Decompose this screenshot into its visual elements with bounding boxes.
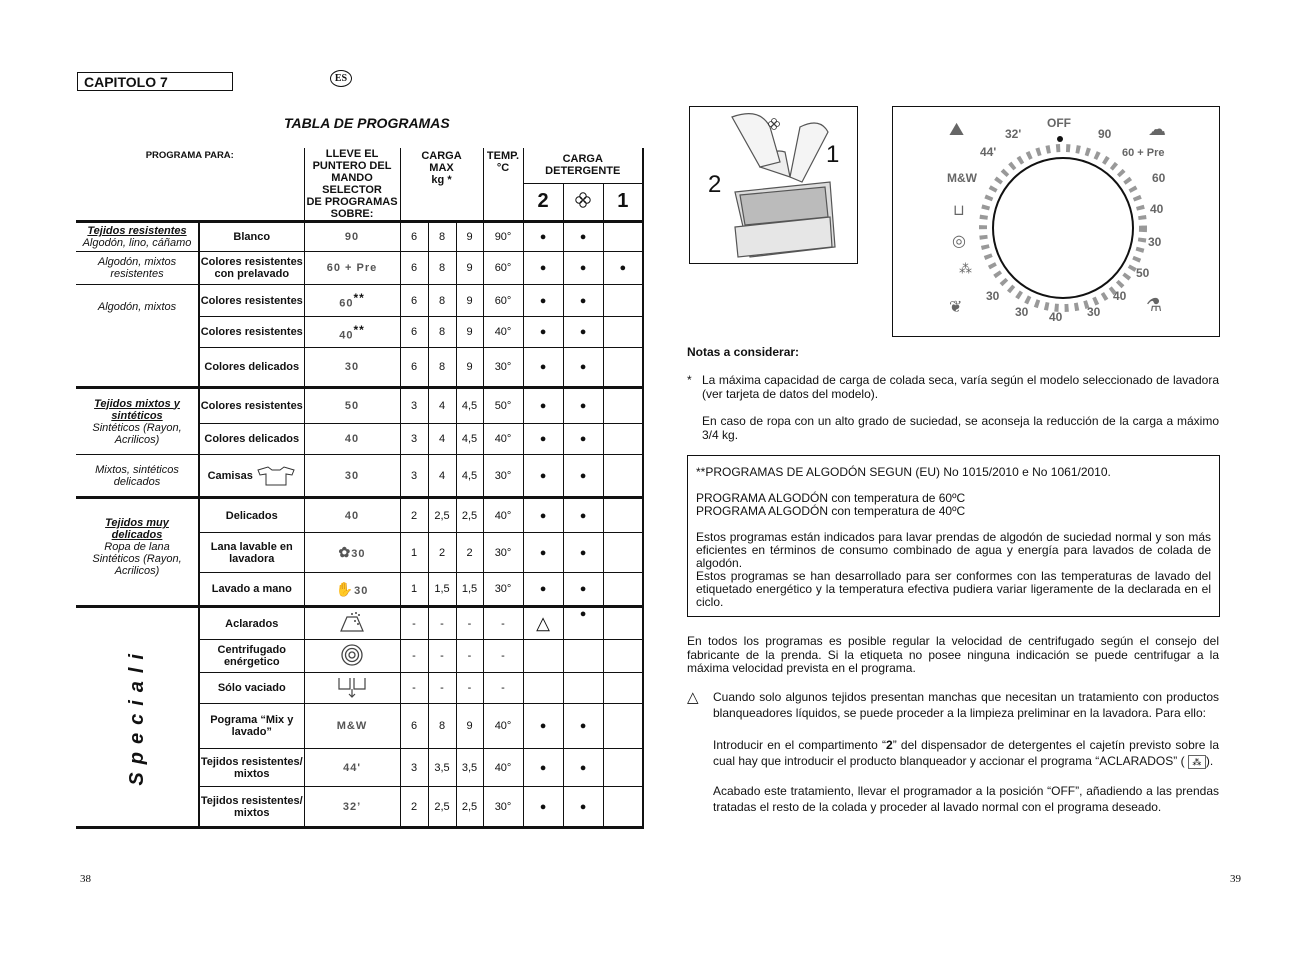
box-line-5: Estos programas se han desarrollado para ser conformes con las temperaturas de lavado del etiquetado energético y la temperatura efectiva pudiera variar ligeramente de la declarada en el ciclo. [696, 569, 1211, 609]
load-min: - [400, 673, 428, 704]
category-resistentes: Tejidos resistentes Algodón, lino, cáñamo [76, 222, 199, 252]
temperature: 40° [483, 498, 523, 533]
load-min: 1 [400, 533, 428, 573]
load-max: 9 [456, 704, 483, 749]
load-max: 2,5 [456, 498, 483, 533]
notes-heading: Notas a considerar: [687, 345, 800, 359]
load-mid: 8 [428, 285, 456, 317]
det-1 [603, 455, 643, 498]
det-flower: ● [563, 787, 603, 828]
det-flower: ● [563, 317, 603, 348]
dial-60[interactable]: 60 [1152, 171, 1166, 185]
leaf-icon: ❦ [949, 299, 963, 316]
temperature: 30° [483, 573, 523, 607]
spin-icon [304, 640, 400, 673]
selector-symbol: 90 [304, 222, 400, 252]
note-1: La máxima capacidad de carga de colada seca, varía según el modelo seleccionado de lavadora (ver tarjeta de datos del modelo). [702, 373, 1219, 401]
temperature: 90° [483, 222, 523, 252]
det-1 [603, 673, 643, 704]
category-muy-delicados: Tejidos muy delicados Ropa de lana Sintéticos (Rayon, Acrilicos) [76, 498, 199, 607]
program-name: Pograma “Mix y lavado” [199, 704, 304, 749]
load-mid: - [428, 640, 456, 673]
hand-wash-icon: ✋ [335, 580, 355, 597]
header-lleve: LLEVE EL PUNTERO DEL MANDO SELECTOR DE PROGRAMAS SOBRE: [304, 148, 400, 222]
det-1 [603, 573, 643, 607]
dial-30d[interactable]: 30 [986, 289, 1000, 303]
program-name: Tejidos resistentes/ mixtos [199, 787, 304, 828]
language-badge: ES [330, 70, 352, 87]
det-flower: ● [563, 573, 603, 607]
temperature: 60° [483, 285, 523, 317]
page-title: TABLA DE PROGRAMAS [284, 115, 450, 131]
det-flower: ● [563, 252, 603, 285]
category-mixtos: Tejidos mixtos y sintéticos Sintéticos (Rayon, Acrilicos) [76, 388, 199, 455]
star-mark: * [687, 373, 692, 387]
rinse-icon: ⁂ [1188, 755, 1206, 769]
header-temp: TEMP. °C [483, 148, 523, 222]
det-2: ● [523, 348, 563, 388]
dial-40c[interactable]: 40 [1049, 310, 1063, 324]
drawer-label-1: 1 [826, 141, 840, 168]
spin-icon: ◎ [952, 233, 966, 250]
det-2: ● [523, 455, 563, 498]
load-mid: 1,5 [428, 573, 456, 607]
load-min: 6 [400, 317, 428, 348]
drain-icon [304, 673, 400, 704]
program-name: Colores resistentes [199, 388, 304, 424]
temperature: 30° [483, 455, 523, 498]
dial-90[interactable]: 90 [1098, 127, 1112, 141]
program-name: Lana lavable en lavadora [199, 533, 304, 573]
load-min: 1 [400, 573, 428, 607]
flask-icon: ⚗ [1146, 295, 1163, 315]
warning-triangle-icon: △ [687, 689, 699, 706]
program-dial [892, 106, 1220, 337]
load-max: 2 [456, 533, 483, 573]
load-mid: 2 [428, 533, 456, 573]
selector-symbol: 60 + Pre [304, 252, 400, 285]
load-min: 6 [400, 285, 428, 317]
load-min: 6 [400, 252, 428, 285]
det-1 [603, 348, 643, 388]
det-flower: ● [563, 348, 603, 388]
load-mid: 2,5 [428, 498, 456, 533]
selector-symbol: 44' [304, 749, 400, 787]
det-flower: ● [563, 222, 603, 252]
det-2: ● [523, 285, 563, 317]
note-2: En caso de ropa con un alto grado de suciedad, se aconseja la reducción de la carga a máximo 3/4 kg. [702, 414, 1219, 442]
load-mid: 4 [428, 455, 456, 498]
det-1 [603, 787, 643, 828]
load-min: 3 [400, 388, 428, 424]
dial-32[interactable]: 32' [1005, 127, 1022, 141]
load-min: 3 [400, 424, 428, 455]
load-max: 9 [456, 317, 483, 348]
selector-symbol: 40 [304, 424, 400, 455]
temperature: 30° [483, 787, 523, 828]
dial-mw[interactable]: M&W [947, 171, 977, 185]
det-1 [603, 704, 643, 749]
program-camisas: Camisas [199, 455, 304, 498]
program-name: Aclarados [199, 607, 304, 640]
box-line-2: PROGRAMA ALGODÓN con temperatura de 60ºC [696, 491, 966, 505]
page-number-left: 38 [80, 873, 91, 885]
load-max: 9 [456, 348, 483, 388]
pretreatment-note: Cuando solo algunos tejidos presentan manchas que necesitan un tratamiento con productos blanqueadores líquidos, se puede proceder a la limpieza preliminar en la lavadora. Para ello: [713, 690, 1219, 720]
det-1 [603, 424, 643, 455]
load-mid: 2,5 [428, 787, 456, 828]
centrifugado-note: En todos los programas es posible regular la velocidad de centrifugado según el consejo del fabricante de la prenda. Si la etiqueta no posee ninguna indicación se puede centrifugar a la máxima velocidad prevista en el programa. [687, 634, 1219, 675]
load-mid: 8 [428, 317, 456, 348]
selector-symbol: ✋30 [304, 573, 400, 607]
load-max: - [456, 607, 483, 640]
load-min: 3 [400, 749, 428, 787]
dial-60-pre[interactable]: 60 + Pre [1122, 147, 1165, 159]
dial-40b[interactable]: 40 [1113, 289, 1127, 303]
temperature: 40° [483, 704, 523, 749]
shirt-flask-icon: ⛰ [949, 119, 965, 139]
load-max: 9 [456, 252, 483, 285]
program-name: Sólo vaciado [199, 673, 304, 704]
det-2: ● [523, 787, 563, 828]
det-2 [523, 673, 563, 704]
program-name: Colores resistentes [199, 317, 304, 348]
det-2: ● [523, 498, 563, 533]
program-name: Centrifugado enérgetico [199, 640, 304, 673]
det-flower: ● [563, 455, 603, 498]
selector-symbol: 30 [304, 348, 400, 388]
header-programa-para: PROGRAMA PARA: [145, 150, 234, 161]
program-table [76, 148, 644, 829]
program-name: Colores delicados [199, 348, 304, 388]
temperature: 40° [483, 317, 523, 348]
load-min: 2 [400, 787, 428, 828]
dial-off[interactable]: OFF [1047, 116, 1071, 130]
load-mid: - [428, 607, 456, 640]
page-number-right: 39 [1230, 873, 1241, 885]
det-flower: ● [563, 607, 603, 640]
program-name: Colores resistentes con prelavado [199, 252, 304, 285]
det-2: ● [523, 533, 563, 573]
det-1 [603, 222, 643, 252]
det-flower: ● [563, 498, 603, 533]
category-algodon-mixtos-res: Algodón, mixtos resistentes [76, 252, 199, 285]
det-flower: ● [563, 749, 603, 787]
load-min: 6 [400, 222, 428, 252]
det-2: ● [523, 704, 563, 749]
load-max: 4,5 [456, 424, 483, 455]
warning-triangle-icon: △ [523, 607, 563, 640]
shirt-icon [256, 466, 296, 486]
temperature: 40° [483, 424, 523, 455]
load-max: 9 [456, 285, 483, 317]
box-line-1: **PROGRAMAS DE ALGODÓN SEGUN (EU) No 1015/2010 e No 1061/2010. [696, 465, 1111, 479]
box-line-3: PROGRAMA ALGODÓN con temperatura de 40ºC [696, 504, 966, 518]
load-max: - [456, 640, 483, 673]
det-1 [603, 498, 643, 533]
temperature: - [483, 640, 523, 673]
load-mid: 8 [428, 348, 456, 388]
load-max: 2,5 [456, 787, 483, 828]
load-min: 3 [400, 455, 428, 498]
det-2: ● [523, 252, 563, 285]
det-flower: ● [563, 424, 603, 455]
flower-icon [563, 183, 603, 222]
category-algodon-mixtos: Algodón, mixtos [76, 285, 199, 388]
det-col-2: 2 [523, 183, 563, 222]
temperature: - [483, 673, 523, 704]
load-max: 3,5 [456, 749, 483, 787]
load-min: 6 [400, 704, 428, 749]
det-1 [603, 285, 643, 317]
temperature: 50° [483, 388, 523, 424]
det-1 [603, 749, 643, 787]
acabado-note: Acabado este tratamiento, llevar el programador a la posición “OFF”, añadiendo a las prendas tratadas el resto de la colada y proceder al lavado normal con el programa deseado. [713, 784, 1219, 814]
det-2: ● [523, 573, 563, 607]
dial-30b[interactable]: 30 [1087, 305, 1101, 319]
det-flower: ● [563, 533, 603, 573]
det-2: ● [523, 222, 563, 252]
pretreatment-steps: Introducir en el compartimento “2” del dispensador de detergentes el cajetín previsto sobre la cual hay que introducir el producto blanqueador y accionar el programa “ACLARADOS” ( ⁂ ). [713, 738, 1219, 768]
load-max: 4,5 [456, 388, 483, 424]
program-name: Blanco [199, 222, 304, 252]
selector-symbol: 40 [304, 498, 400, 533]
load-mid: 3,5 [428, 749, 456, 787]
load-min: - [400, 607, 428, 640]
load-mid: 8 [428, 252, 456, 285]
load-mid: 8 [428, 222, 456, 252]
dial-50[interactable]: 50 [1136, 266, 1150, 280]
det-1: ● [603, 252, 643, 285]
dial-30c[interactable]: 30 [1015, 305, 1029, 319]
header-carga: CARGA MAX kg * [400, 148, 483, 222]
det-2 [523, 640, 563, 673]
det-flower: ● [563, 285, 603, 317]
chapter-label: CAPITOLO 7 [77, 72, 233, 91]
category-speciali: Speciali [76, 607, 199, 828]
det-1 [603, 533, 643, 573]
rinse-icon: ⁂ [959, 261, 972, 276]
selector-symbol: ✿30 [304, 533, 400, 573]
selector-symbol: 50 [304, 388, 400, 424]
temperature: - [483, 607, 523, 640]
wool-icon: ✿ [338, 544, 352, 560]
load-min: - [400, 640, 428, 673]
drain-icon: ⊔ [953, 202, 965, 219]
box-line-4: Estos programas están indicados para lavar prendas de algodón de suciedad normal y son más eficientes en términos de consumo combinado de agua y energía para lavados de colada de algodón. [696, 530, 1211, 570]
drawer-illustration [689, 106, 858, 264]
det-1 [603, 607, 643, 640]
program-name: Lavado a mano [199, 573, 304, 607]
load-mid: 4 [428, 424, 456, 455]
rinse-icon [304, 607, 400, 640]
program-name: Colores resistentes [199, 285, 304, 317]
temperature: 30° [483, 348, 523, 388]
temperature: 40° [483, 749, 523, 787]
category-mixtos-delicados: Mixtos, sintéticos delicados [76, 455, 199, 498]
temperature: 30° [483, 533, 523, 573]
det-1 [603, 640, 643, 673]
det-1 [603, 317, 643, 348]
load-max: 1,5 [456, 573, 483, 607]
det-2: ● [523, 749, 563, 787]
selector-symbol: 30 [304, 455, 400, 498]
program-name: Delicados [199, 498, 304, 533]
det-flower [563, 640, 603, 673]
det-1 [603, 388, 643, 424]
dial-44[interactable]: 44' [980, 145, 997, 159]
det-flower [563, 673, 603, 704]
selector-symbol: 40** [304, 317, 400, 348]
selector-symbol: 60** [304, 285, 400, 317]
det-flower: ● [563, 388, 603, 424]
selector-symbol: 32’ [304, 787, 400, 828]
load-max: 4,5 [456, 455, 483, 498]
load-mid: 4 [428, 388, 456, 424]
dial-30a[interactable]: 30 [1148, 235, 1162, 249]
program-name: Colores delicados [199, 424, 304, 455]
load-max: 9 [456, 222, 483, 252]
load-mid: 8 [428, 704, 456, 749]
header-detergente: CARGA DETERGENTE [523, 148, 643, 183]
det-2: ● [523, 317, 563, 348]
dial-40a[interactable]: 40 [1150, 202, 1164, 216]
load-min: 2 [400, 498, 428, 533]
load-mid: - [428, 673, 456, 704]
load-min: 6 [400, 348, 428, 388]
det-2: ● [523, 388, 563, 424]
drawer-label-2: 2 [708, 171, 722, 198]
cotton-programs-box [687, 455, 1220, 617]
program-name: Tejidos resistentes/ mixtos [199, 749, 304, 787]
det-2: ● [523, 424, 563, 455]
load-max: - [456, 673, 483, 704]
det-col-1: 1 [603, 183, 643, 222]
temperature: 60° [483, 252, 523, 285]
selector-symbol: M&W [304, 704, 400, 749]
cloud-icon: ☁ [1148, 119, 1166, 139]
det-flower: ● [563, 704, 603, 749]
